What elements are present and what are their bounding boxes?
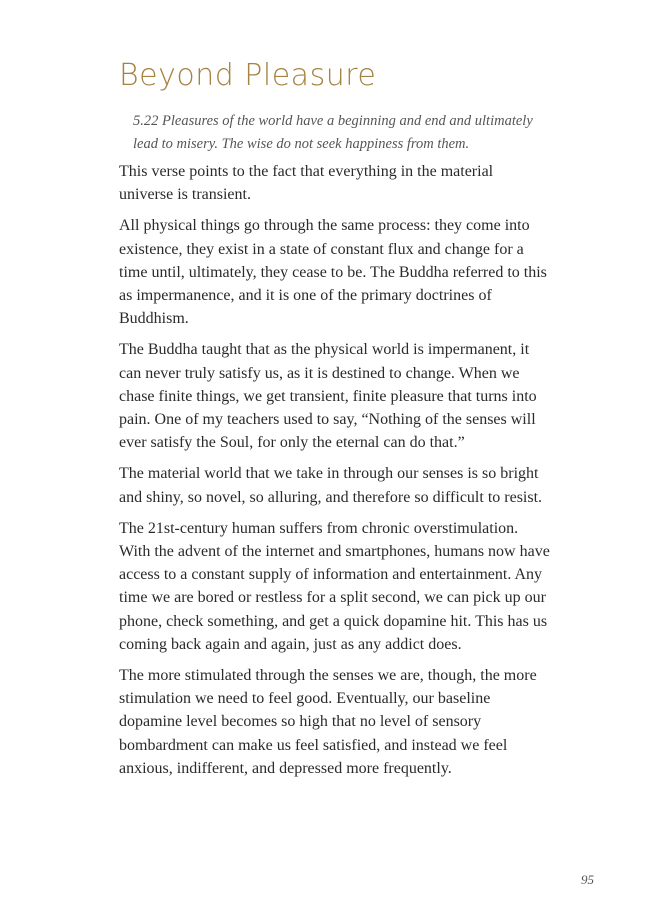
paragraph: This verse points to the fact that everything in the material universe is transient.	[119, 163, 494, 204]
paragraph: The 21st-century human suffers from chronic overstimulation. With the advent of the internet and smartphones, humans now have access to a constant supply of information and entertainment. Any time we are bored or restless for a split second, we can pick up our phone, check something, and get a quick dopamine hit. This has us coming back again and again, just as any addict does.	[119, 519, 550, 653]
body-text	[119, 160, 551, 788]
chapter-title: Beyond Pleasure	[119, 58, 377, 93]
page-number: 95	[581, 872, 594, 887]
paragraph: The more stimulated through the senses we are, though, the more stimulation we need to feel good. Eventually, our baseline dopamine level becomes so high that no level of sensory bombardment can make us feel satisfied, and instead we feel anxious, indifferent, and depressed more frequently.	[119, 667, 537, 777]
paragraph: The Buddha taught that as the physical world is impermanent, it can never truly satisfy us, as it is destined to change. When we chase finite things, we get transient, finite pleasure that turns into pain. One of my teachers used to say, “Nothing of the senses will ever satisfy the Soul, for only the eternal can do that.”	[119, 341, 537, 452]
verse-quote: 5.22 Pleasures of the world have a beginning and end and ultimately lead to misery. The wise do not seek happiness from them.	[133, 113, 533, 152]
paragraph: The material world that we take in through our senses is so bright and shiny, so novel, so alluring, and therefore so difficult to resist.	[119, 465, 543, 506]
paragraph: All physical things go through the same process: they come into existence, they exist in a state of constant flux and change for a time until, ultimately, they cease to be. The Buddha referred to this as impermanence, and it is one of the primary doctrines of Buddhism.	[119, 217, 547, 328]
